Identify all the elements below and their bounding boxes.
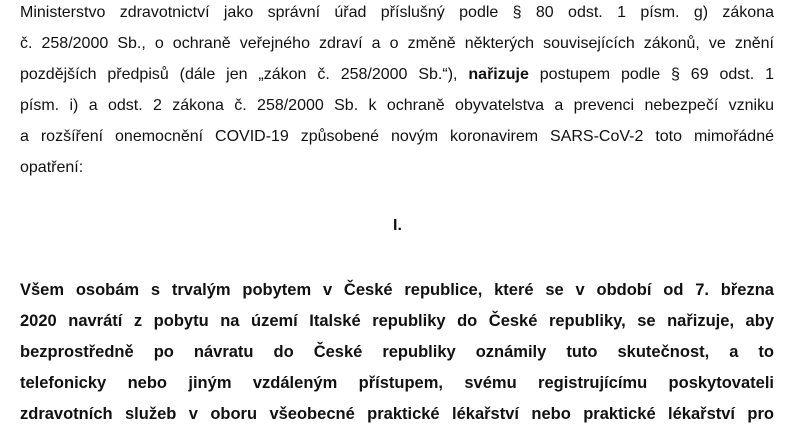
intro-line-6: opatření: [20, 159, 84, 176]
intro-line-2: č. 258/2000 Sb., o ochraně veřejného zdraví a o změně některých souvisejících zákonů, ve znění [20, 35, 774, 52]
intro-line-1: Ministerstvo zdravotnictví jako správní úřad příslušný podle § 80 odst. 1 písm. g) zákona [20, 4, 774, 21]
article-line-1: Všem osobám s trvalým pobytem v České republice, které se v období od 7. března [20, 281, 774, 299]
nařizuje-keyword: nařizuje [468, 66, 529, 83]
intro-line-3-start: pozdějších předpisů (dále jen „zákon č. 258/2000 Sb.“), [20, 66, 469, 83]
intro-line-4: písm. i) a odst. 2 zákona č. 258/2000 Sb. k ochraně obyvatelstva a prevenci nebezpečí vzniku [20, 97, 774, 114]
intro-line-5: a rozšíření onemocnění COVID-19 způsobené novým koronavirem SARS-CoV-2 toto mimořádné [20, 128, 774, 145]
article-line-3: bezprostředně po návratu do České republiky oznámily tuto skutečnost, a to [20, 343, 774, 361]
article-line-2: 2020 navrátí z pobytu na území Italské republiky do České republiky, se nařizuje, aby [20, 312, 774, 330]
intro-line-3 [20, 65, 774, 85]
article-line-5: zdravotních služeb v oboru všeobecné praktické lékařství nebo praktické lékařství pro [20, 405, 774, 423]
intro-line-3-end: postupem podle § 69 odst. 1 [528, 66, 774, 83]
section-heading: I. [393, 217, 402, 234]
article-line-4: telefonicky nebo jiným vzdáleným přístupem, svému registrujícímu poskytovateli [20, 374, 774, 392]
